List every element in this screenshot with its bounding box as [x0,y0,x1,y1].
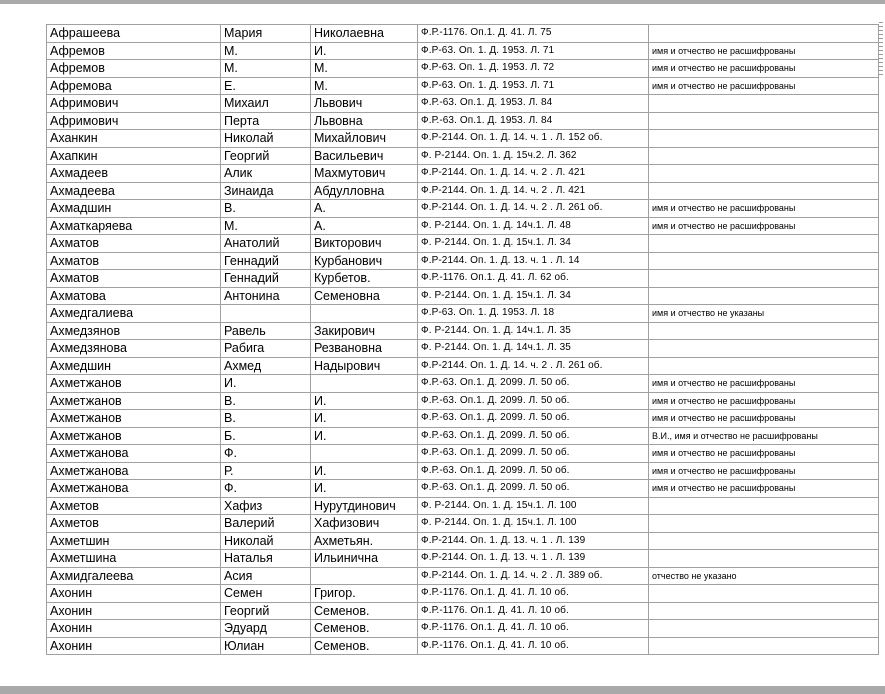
first-name-cell: Геннадий [221,270,311,288]
archive-reference-cell: Ф.Р.-1176. Оп.1. Д. 41. Л. 10 об. [418,620,649,638]
surname-cell: Ахапкин [47,147,221,165]
first-name-cell: Георгий [221,602,311,620]
table-row [47,252,879,270]
table-row [47,60,879,78]
note-cell: имя и отчество не расшифрованы [649,480,879,498]
note-cell [649,130,879,148]
surname-cell: Ахматов [47,235,221,253]
patronymic-cell: Резвановна [311,340,418,358]
surname-cell: Ахметжанов [47,410,221,428]
archive-reference-cell: Ф.Р-63. Оп. 1. Д. 1953. Л. 18 [418,305,649,323]
table-row [47,305,879,323]
surname-cell: Афремова [47,77,221,95]
first-name-cell: Ф. [221,480,311,498]
note-cell [649,637,879,655]
note-cell: имя и отчество не расшифрованы [649,445,879,463]
patronymic-cell: Семеновна [311,287,418,305]
patronymic-cell [311,375,418,393]
first-name-cell: Мария [221,25,311,43]
table-row [47,602,879,620]
patronymic-cell: Нурутдинович [311,497,418,515]
archive-reference-cell: Ф.Р.-63. Оп.1. Д. 2099. Л. 50 об. [418,427,649,445]
table-row [47,165,879,183]
first-name-cell: Асия [221,567,311,585]
surname-cell: Афрашеева [47,25,221,43]
first-name-cell: Е. [221,77,311,95]
archive-reference-cell: Ф. Р-2144. Оп. 1. Д. 15ч.1. Л. 100 [418,515,649,533]
table-row [47,112,879,130]
table-row [47,392,879,410]
patronymic-cell: Ахметьян. [311,532,418,550]
patronymic-cell: Львовна [311,112,418,130]
archive-reference-cell: Ф. Р-2144. Оп. 1. Д. 15ч.1. Л. 34 [418,287,649,305]
patronymic-cell: Курбетов. [311,270,418,288]
surname-cell: Ахметжанов [47,392,221,410]
surname-cell: Ахмедгалиева [47,305,221,323]
surname-cell: Ахонин [47,637,221,655]
patronymic-cell: И. [311,462,418,480]
first-name-cell: Зинаида [221,182,311,200]
patronymic-cell: Ильинична [311,550,418,568]
table-row [47,427,879,445]
note-cell [649,147,879,165]
table-row [47,182,879,200]
note-cell [649,252,879,270]
note-cell [649,602,879,620]
archive-reference-cell: Ф.Р-2144. Оп. 1. Д. 14. ч. 2 . Л. 421 [418,165,649,183]
patronymic-cell: Львович [311,95,418,113]
note-cell [649,532,879,550]
first-name-cell: Б. [221,427,311,445]
archive-reference-cell: Ф.Р-2144. Оп. 1. Д. 14. ч. 2 . Л. 389 об. [418,567,649,585]
note-cell [649,25,879,43]
scroll-indicator[interactable] [879,22,883,102]
first-name-cell: М. [221,60,311,78]
surname-cell: Афримович [47,112,221,130]
archive-reference-cell: Ф. Р-2144. Оп. 1. Д. 15ч.2. Л. 362 [418,147,649,165]
surname-cell: Афримович [47,95,221,113]
first-name-cell: Михаил [221,95,311,113]
archive-reference-cell: Ф.Р-63. Оп. 1. Д. 1953. Л. 71 [418,77,649,95]
archive-reference-cell: Ф.Р-2144. Оп. 1. Д. 13. ч. 1 . Л. 14 [418,252,649,270]
table-row [47,95,879,113]
first-name-cell: М. [221,42,311,60]
surname-cell: Ахметшина [47,550,221,568]
patronymic-cell: Семенов. [311,602,418,620]
archive-reference-cell: Ф.Р.-63. Оп.1. Д. 2099. Л. 50 об. [418,445,649,463]
table-row [47,480,879,498]
first-name-cell: Анатолий [221,235,311,253]
archive-reference-cell: Ф.Р.-1176. Оп.1. Д. 41. Л. 75 [418,25,649,43]
patronymic-cell: М. [311,60,418,78]
table-row [47,550,879,568]
first-name-cell: Равель [221,322,311,340]
table-row [47,322,879,340]
first-name-cell: Антонина [221,287,311,305]
table-row [47,200,879,218]
note-cell [649,235,879,253]
note-cell [649,515,879,533]
archive-reference-cell: Ф.Р-63. Оп. 1. Д. 1953. Л. 72 [418,60,649,78]
archive-reference-cell: Ф.Р-2144. Оп. 1. Д. 14. ч. 2 . Л. 421 [418,182,649,200]
first-name-cell: Р. [221,462,311,480]
note-cell: имя и отчество не расшифрованы [649,392,879,410]
table-row [47,375,879,393]
patronymic-cell: Васильевич [311,147,418,165]
table-row [47,42,879,60]
archive-reference-cell: Ф.Р.-63. Оп.1. Д. 2099. Л. 50 об. [418,375,649,393]
archive-reference-cell: Ф.Р.-63. Оп.1. Д. 2099. Л. 50 об. [418,462,649,480]
patronymic-cell: Михайлович [311,130,418,148]
note-cell [649,620,879,638]
table-row [47,25,879,43]
first-name-cell: Валерий [221,515,311,533]
first-name-cell: Хафиз [221,497,311,515]
surname-cell: Ахматкаряева [47,217,221,235]
surname-cell: Ахмадеев [47,165,221,183]
patronymic-cell: Викторович [311,235,418,253]
table-row [47,217,879,235]
archive-reference-cell: Ф.Р-2144. Оп. 1. Д. 14. ч. 2 . Л. 261 об. [418,357,649,375]
surname-cell: Аханкин [47,130,221,148]
first-name-cell: Алик [221,165,311,183]
surname-cell: Ахматов [47,270,221,288]
archive-reference-cell: Ф.Р.-63. Оп.1. Д. 2099. Л. 50 об. [418,410,649,428]
first-name-cell: Наталья [221,550,311,568]
note-cell [649,550,879,568]
note-cell: имя и отчество не расшифрованы [649,217,879,235]
table-row [47,410,879,428]
archive-reference-cell: Ф.Р-2144. Оп. 1. Д. 14. ч. 1 . Л. 152 об. [418,130,649,148]
table-row [47,270,879,288]
patronymic-cell: И. [311,427,418,445]
table-row [47,77,879,95]
note-cell [649,95,879,113]
surname-cell: Ахметов [47,515,221,533]
archive-reference-cell: Ф.Р.-63. Оп.1. Д. 2099. Л. 50 об. [418,392,649,410]
surname-cell: Ахонин [47,585,221,603]
patronymic-cell: Григор. [311,585,418,603]
note-cell: имя и отчество не расшифрованы [649,200,879,218]
surname-cell: Ахметжанова [47,480,221,498]
first-name-cell: Юлиан [221,637,311,655]
first-name-cell: В. [221,200,311,218]
surname-cell: Ахмадшин [47,200,221,218]
patronymic-cell: И. [311,410,418,428]
note-cell: отчество не указано [649,567,879,585]
first-name-cell: Георгий [221,147,311,165]
top-frame-band [0,0,885,4]
table-row [47,585,879,603]
note-cell: имя и отчество не расшифрованы [649,77,879,95]
first-name-cell: М. [221,217,311,235]
note-cell [649,585,879,603]
table-row [47,532,879,550]
note-cell: имя и отчество не расшифрованы [649,410,879,428]
note-cell: имя и отчество не указаны [649,305,879,323]
archive-reference-cell: Ф.Р.-1176. Оп.1. Д. 41. Л. 10 об. [418,585,649,603]
table-row [47,620,879,638]
patronymic-cell: Махмутович [311,165,418,183]
note-cell [649,270,879,288]
archive-reference-cell: Ф.Р.-63. Оп.1. Д. 1953. Л. 84 [418,95,649,113]
patronymic-cell: А. [311,217,418,235]
surname-cell: Ахмидгалеева [47,567,221,585]
note-cell: имя и отчество не расшифрованы [649,42,879,60]
patronymic-cell: Абдулловна [311,182,418,200]
first-name-cell: И. [221,375,311,393]
archive-reference-cell: Ф.Р-2144. Оп. 1. Д. 13. ч. 1 . Л. 139 [418,532,649,550]
table-row [47,497,879,515]
first-name-cell: Николай [221,532,311,550]
surname-cell: Ахонин [47,620,221,638]
surname-cell: Ахмадеева [47,182,221,200]
first-name-cell: Геннадий [221,252,311,270]
archive-reference-cell: Ф. Р-2144. Оп. 1. Д. 14ч.1. Л. 35 [418,340,649,358]
patronymic-cell: Хафизович [311,515,418,533]
archive-reference-cell: Ф. Р-2144. Оп. 1. Д. 14ч.1. Л. 35 [418,322,649,340]
note-cell [649,182,879,200]
surname-cell: Ахматова [47,287,221,305]
table-row [47,637,879,655]
first-name-cell: В. [221,392,311,410]
bottom-frame-band [0,686,885,694]
table-row [47,567,879,585]
note-cell [649,497,879,515]
first-name-cell: В. [221,410,311,428]
surname-cell: Ахматов [47,252,221,270]
note-cell: имя и отчество не расшифрованы [649,375,879,393]
note-cell: имя и отчество не расшифрованы [649,60,879,78]
note-cell: В.И., имя и отчество не расшифрованы [649,427,879,445]
surname-cell: Ахметов [47,497,221,515]
surname-cell: Ахметжанов [47,427,221,445]
patronymic-cell: Семенов. [311,620,418,638]
surname-cell: Ахмедзянов [47,322,221,340]
archive-reference-cell: Ф.Р.-63. Оп.1. Д. 2099. Л. 50 об. [418,480,649,498]
surname-cell: Ахметжанов [47,375,221,393]
first-name-cell: Ф. [221,445,311,463]
archive-reference-cell: Ф.Р-2144. Оп. 1. Д. 14. ч. 2 . Л. 261 об. [418,200,649,218]
patronymic-cell: Закирович [311,322,418,340]
surname-cell: Ахмедзянова [47,340,221,358]
patronymic-cell: Надырович [311,357,418,375]
note-cell [649,340,879,358]
table-row [47,515,879,533]
surname-cell: Ахметжанова [47,462,221,480]
surname-cell: Афремов [47,42,221,60]
patronymic-cell [311,305,418,323]
note-cell [649,112,879,130]
archive-reference-cell: Ф.Р-2144. Оп. 1. Д. 13. ч. 1 . Л. 139 [418,550,649,568]
archive-table-body [47,25,879,655]
note-cell [649,165,879,183]
first-name-cell: Николай [221,130,311,148]
first-name-cell: Эдуард [221,620,311,638]
patronymic-cell: Семенов. [311,637,418,655]
patronymic-cell: Николаевна [311,25,418,43]
table-row [47,235,879,253]
first-name-cell: Семен [221,585,311,603]
archive-reference-cell: Ф. Р-2144. Оп. 1. Д. 14ч.1. Л. 48 [418,217,649,235]
table-row [47,287,879,305]
table-row [47,445,879,463]
patronymic-cell: А. [311,200,418,218]
table-row [47,462,879,480]
note-cell [649,322,879,340]
table-row [47,340,879,358]
surname-cell: Ахмедшин [47,357,221,375]
archive-reference-cell: Ф.Р.-1176. Оп.1. Д. 41. Л. 10 об. [418,602,649,620]
archive-reference-cell: Ф.Р.-1176. Оп.1. Д. 41. Л. 10 об. [418,637,649,655]
first-name-cell: Перта [221,112,311,130]
surname-cell: Ахонин [47,602,221,620]
note-cell: имя и отчество не расшифрованы [649,462,879,480]
surname-cell: Ахметшин [47,532,221,550]
surname-cell: Ахметжанова [47,445,221,463]
note-cell [649,287,879,305]
archive-sheet [46,24,878,655]
first-name-cell: Рабига [221,340,311,358]
patronymic-cell: И. [311,480,418,498]
first-name-cell: Ахмед [221,357,311,375]
archive-reference-cell: Ф. Р-2144. Оп. 1. Д. 15ч.1. Л. 34 [418,235,649,253]
archive-reference-cell: Ф.Р-63. Оп. 1. Д. 1953. Л. 71 [418,42,649,60]
patronymic-cell [311,445,418,463]
table-row [47,147,879,165]
patronymic-cell: Курбанович [311,252,418,270]
patronymic-cell: И. [311,42,418,60]
table-row [47,357,879,375]
archive-reference-cell: Ф.Р.-1176. Оп.1. Д. 41. Л. 62 об. [418,270,649,288]
first-name-cell [221,305,311,323]
surname-cell: Афремов [47,60,221,78]
patronymic-cell: И. [311,392,418,410]
archive-reference-cell: Ф.Р.-63. Оп.1. Д. 1953. Л. 84 [418,112,649,130]
patronymic-cell: М. [311,77,418,95]
archive-reference-cell: Ф. Р-2144. Оп. 1. Д. 15ч.1. Л. 100 [418,497,649,515]
note-cell [649,357,879,375]
patronymic-cell [311,567,418,585]
archive-table [46,24,879,655]
table-row [47,130,879,148]
